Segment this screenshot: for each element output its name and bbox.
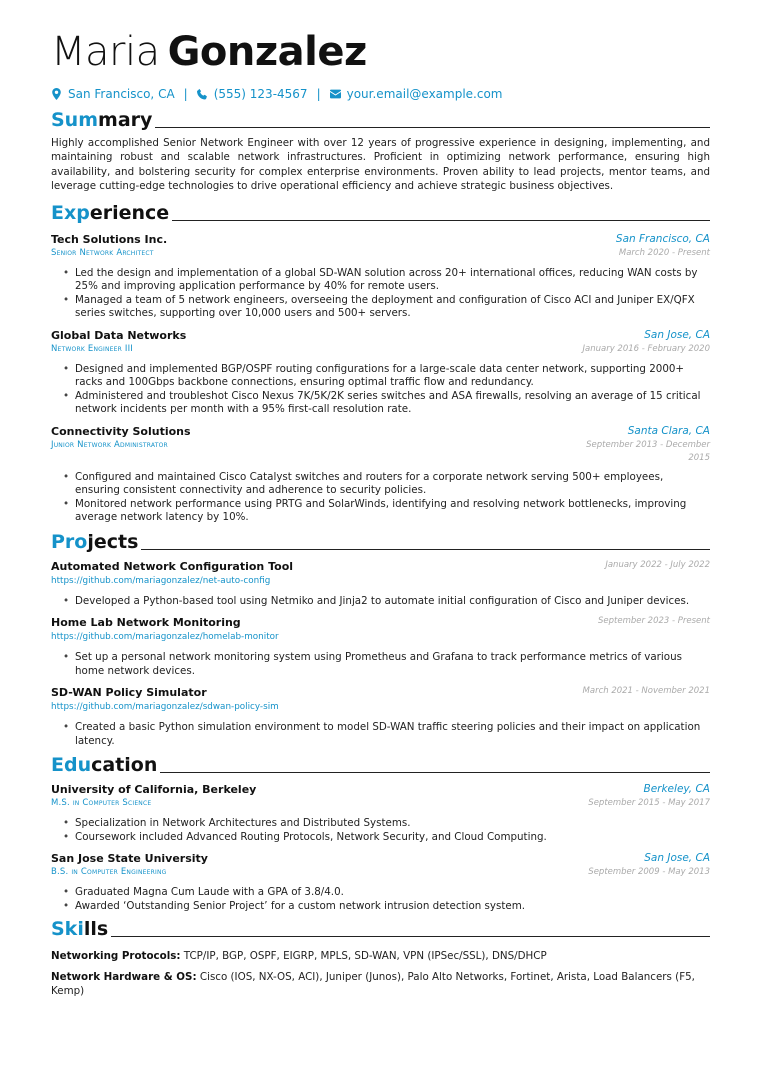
skill-value: TCP/IP, BGP, OSPF, EIGRP, MPLS, SD-WAN, VPN (IPSec/SSL), DNS/DHCP (183, 950, 547, 963)
school-location: Berkeley, CA (643, 783, 710, 796)
project-entry (51, 559, 710, 609)
school-location: San Jose, CA (644, 852, 710, 865)
experience-heading (51, 202, 710, 225)
company-name: Connectivity Solutions (51, 424, 191, 438)
list-item: • Managed a team of 5 network engineers, overseeing the deployment and configuration of Cisco ACI and Juniper EX/QFX series switches, supporting over 10,000 users and 500+ servers. (63, 294, 710, 321)
project-link[interactable]: https://github.com/mariagonzalez/sdwan-policy-sim (51, 702, 279, 713)
job-title: Junior Network Administrator (51, 439, 168, 450)
map-marker-icon (51, 88, 62, 100)
experience-entry (51, 328, 710, 417)
heading-accent: Sum (51, 109, 99, 131)
list-item: • Designed and implemented BGP/OSPF routing configurations for a large-scale data center network, supporting 2000+ racks and 100Gbps backbone connections, ensuring optimal traffic flow and redundancy. (63, 363, 710, 390)
skill-line (51, 970, 710, 998)
list-item: • Coursework included Advanced Routing Protocols, Network Security, and Cloud Computing. (63, 831, 710, 845)
heading-rule (111, 936, 710, 937)
education-entry (51, 782, 710, 844)
degree: M.S. in Computer Science (51, 798, 152, 809)
school-dates: September 2015 - May 2017 (588, 798, 710, 809)
separator: | (316, 87, 321, 101)
heading-accent: Exp (51, 201, 90, 224)
heading-rest: mary (98, 109, 153, 131)
list-item: • Developed a Python-based tool using Netmiko and Jinja2 to automate initial configuration of Cisco and Juniper devices. (63, 595, 710, 609)
separator: | (183, 87, 188, 101)
job-location: San Jose, CA (644, 328, 710, 341)
location-text: San Francisco, CA (68, 87, 175, 101)
list-item: • Configured and maintained Cisco Catalyst switches and routers for a corporate network serving 500+ employees, ensuring consistent connectivity and adherence to security policies. (63, 471, 710, 498)
first-name: Maria (51, 29, 160, 75)
job-title: Network Engineer III (51, 343, 134, 354)
heading-accent: Ski (51, 918, 84, 941)
project-name: Automated Network Configuration Tool (51, 559, 294, 573)
phone-text[interactable]: (555) 123-4567 (213, 87, 308, 101)
skill-label: Networking Protocols: (51, 950, 181, 963)
summary-text: Highly accomplished Senior Network Engineer with over 12 years of progressive experience in designing, implementing, and maintaining robust and scalable network infrastructures. Proficient in optimizing network performance, ensuring high availability, and bolstering security for complex enterprise environments. Proven ability to lead projects, mentor teams, and leverage cutting-edge technologies to drive operational efficiency and achieve strategic business objectives. (51, 137, 710, 193)
degree: B.S. in Computer Engineering (51, 867, 167, 878)
company-name: Global Data Networks (51, 328, 187, 342)
heading-rest: erience (89, 201, 170, 224)
list-item: • Monitored network performance using PRTG and SolarWinds, identifying and resolving network bottlenecks, improving average network latency by 10%. (63, 498, 710, 525)
school-name: University of California, Berkeley (51, 783, 257, 797)
heading-rule (141, 549, 710, 550)
project-entry (51, 685, 710, 748)
project-dates: March 2021 - November 2021 (582, 686, 710, 697)
job-dates: March 2020 - Present (618, 247, 710, 258)
heading-rule (160, 772, 710, 773)
education-entry (51, 851, 710, 913)
project-link[interactable]: https://github.com/mariagonzalez/net-auto-config (51, 575, 271, 586)
skill-value: Cisco (IOS, NX-OS, ACI), Juniper (Junos), Palo Alto Networks, Fortinet, Arista, Load Balancers (F5, Kemp) (51, 971, 695, 998)
contact-line (51, 86, 710, 102)
last-name: Gonzalez (167, 29, 367, 75)
experience-entry (51, 232, 710, 321)
skill-line (51, 949, 710, 963)
phone-icon (197, 88, 208, 100)
job-title: Senior Network Architect (51, 247, 154, 258)
list-item: • Graduated Magna Cum Laude with a GPA of 3.8/4.0. (63, 886, 710, 900)
job-location: Santa Clara, CA (627, 424, 710, 437)
heading-rule (172, 220, 710, 221)
job-dates: September 2013 - December 2015 (586, 439, 710, 463)
list-item: • Specialization in Network Architectures and Distributed Systems. (63, 817, 710, 831)
skills-heading (51, 918, 710, 941)
list-item: • Set up a personal network monitoring system using Prometheus and Grafana to track performance metrics of various home network devices. (63, 651, 710, 678)
heading-rest: jects (87, 530, 139, 553)
list-item: • Led the design and implementation of a global SD-WAN solution across 20+ international offices, reducing WAN costs by 25% and improving application performance by 40% for remote users. (63, 267, 710, 294)
envelope-icon (330, 88, 341, 100)
job-dates: January 2016 - February 2020 (582, 343, 710, 354)
job-location: San Francisco, CA (615, 232, 710, 245)
project-link[interactable]: https://github.com/mariagonzalez/homelab-monitor (51, 632, 279, 643)
email-link[interactable]: your.email@example.com (346, 87, 503, 101)
school-name: San Jose State University (51, 852, 208, 866)
heading-rest: lls (83, 918, 109, 941)
project-name: SD-WAN Policy Simulator (51, 686, 207, 700)
project-dates: September 2023 - Present (597, 616, 710, 627)
project-name: Home Lab Network Monitoring (51, 616, 241, 630)
company-name: Tech Solutions Inc. (51, 232, 168, 246)
heading-accent: Pro (51, 530, 88, 553)
summary-heading (51, 109, 710, 132)
list-item: • Awarded ‘Outstanding Senior Project’ for a custom network intrusion detection system. (63, 900, 710, 914)
project-dates: January 2022 - July 2022 (605, 559, 710, 570)
resume-page (51, 30, 710, 998)
skill-label: Network Hardware & OS: (51, 971, 197, 984)
heading-rest: cation (91, 754, 158, 777)
experience-entry (51, 424, 710, 525)
list-item: • Created a basic Python simulation environment to model SD-WAN traffic steering policies and their impact on application latency. (63, 721, 710, 748)
education-heading (51, 754, 710, 777)
heading-rule (155, 127, 710, 128)
list-item: • Administered and troubleshot Cisco Nexus 7K/5K/2K series switches and ASA firewalls, resolving an average of 15 critical network incidents per month with a 95% first-call resolution rate. (63, 390, 710, 417)
heading-accent: Edu (51, 754, 92, 777)
project-entry (51, 615, 710, 678)
projects-heading (51, 531, 710, 554)
candidate-name (51, 30, 710, 74)
school-dates: September 2009 - May 2013 (588, 867, 710, 878)
